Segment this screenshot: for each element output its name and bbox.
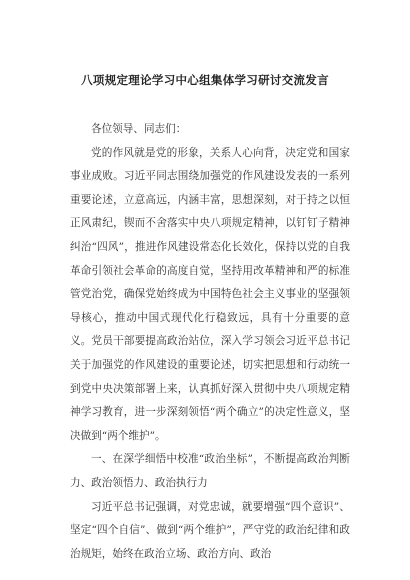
document-body (70, 118, 350, 566)
section-paragraph: 习近平总书记强调，对党忠诚，就要增强“四个意识”、坚定“四个自信”、做到“两个维护”，严守党的政治纪律和政治规矩，始终在政治立场、政治方向、政治 (70, 500, 350, 560)
salutation: 各位领导、同志们： (91, 123, 187, 135)
section-heading: 一、在深学细悟中校准“政治坐标”，不断提高政治判断力、政治领悟力、政治执行力 (70, 453, 350, 489)
intro-paragraph: 党的作风就是党的形象，关系人心向背，决定党和国家事业成败。习近平同志围绕加强党的作风建设发表的一系列重要论述，立意高远，内涵丰富，思想深刻，对于持之以恒正风肃纪，锲而不舍落实中央八项规定精神，以钉钉子精神纠治“四风”，推进作风建设常态化长效化，保持以党的自我革命引领社会革命的高度自觉，坚持用改革精神和严的标准管党治党，确保党始终成为中国特色社会主义事业的坚强领导核心，推动中国式现代化行稳致远，具有十分重要的意义。党员干部要提高政治站位，深入学习领会习近平总书记关于加强党的作风建设的重要论述，切实把思想和行动统一到党中央决策部署上来，认真抓好深入贯彻中央八项规定精神学习教育，进一步深刻领悟“两个确立”的决定性意义，坚决做到“两个维护”。 (70, 146, 350, 442)
document-title: 八项规定理论学习中心组集体学习研讨交流发言 (81, 73, 329, 87)
